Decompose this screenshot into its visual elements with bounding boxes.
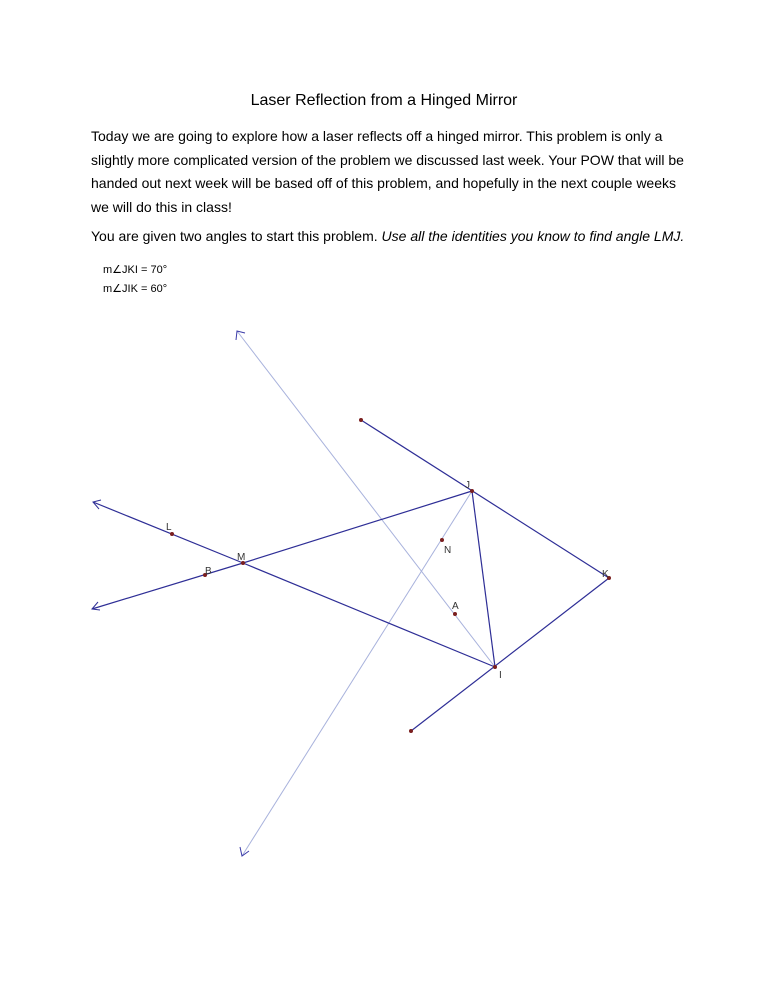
point-a [453, 612, 457, 616]
label-i: I [499, 670, 502, 681]
point-j [470, 489, 474, 493]
mirror-lower [411, 578, 609, 731]
measurement-angle-jki: m∠JKI = 70° [103, 264, 168, 276]
normal-line-a [242, 491, 472, 856]
label-j: J [465, 480, 470, 491]
normal-line-n [237, 331, 495, 667]
point-i [493, 665, 497, 669]
label-a: A [452, 601, 459, 612]
arrowhead-left-lower [92, 602, 100, 610]
label-n: N [444, 545, 452, 556]
measurement-angle-jik: m∠JIK = 60° [103, 283, 168, 295]
segment-mi [243, 563, 495, 667]
segment-ji [472, 491, 495, 667]
segment-mj [243, 491, 472, 563]
mirror-upper [361, 420, 609, 578]
ray-mb [92, 563, 243, 609]
label-b: B [205, 566, 212, 577]
page-title: Laser Reflection from a Hinged Mirror [250, 92, 518, 109]
instruction-emphasis: Use all the identities you know to find angle LMJ. [381, 228, 685, 244]
label-m: M [237, 552, 246, 563]
intro-paragraph: Today we are going to explore how a laser reflects off a hinged mirror. This problem is only a slightly more complicated version of the problem we discussed last week. Your POW that will be handed out next week will be based off of this problem, and hopefully in the next couple weeks we will do this in class! [91, 128, 684, 215]
point-mirror-end-bottom [409, 729, 413, 733]
point-mirror-end-top [359, 418, 363, 422]
point-n [440, 538, 444, 542]
label-l: L [166, 522, 172, 533]
instruction-text: You are given two angles to start this problem. [91, 228, 382, 244]
label-k: K [602, 569, 609, 580]
